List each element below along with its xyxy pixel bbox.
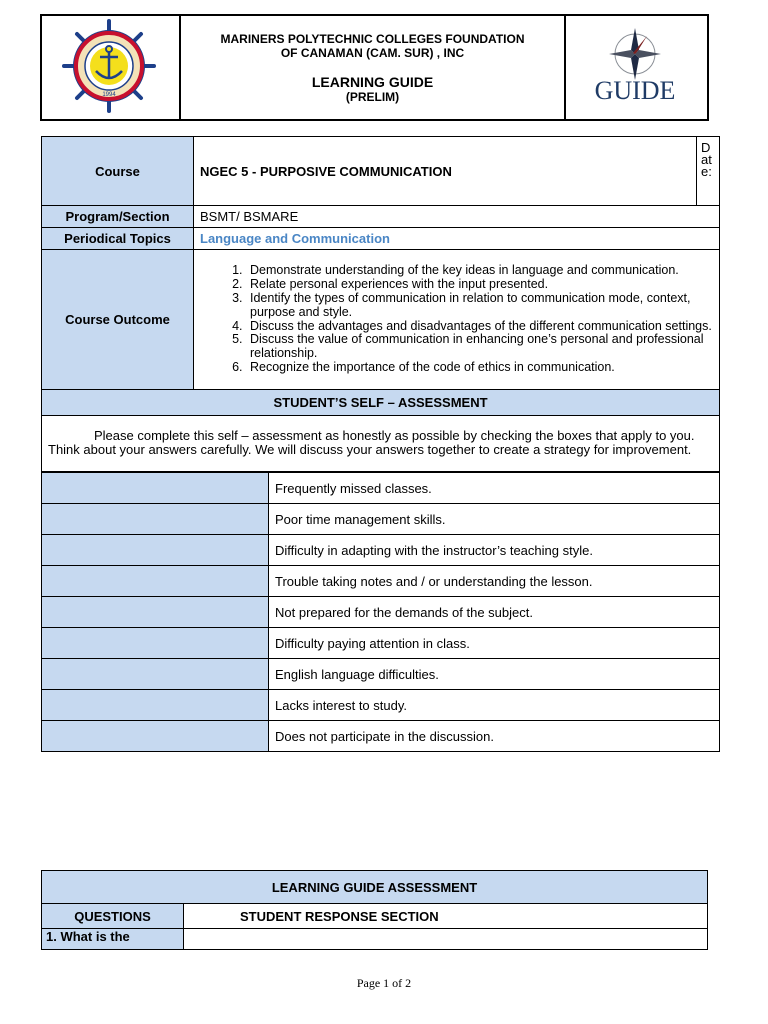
checklist-row — [42, 566, 720, 597]
school-seal-logo — [42, 16, 175, 114]
topics-label: Periodical Topics — [42, 228, 194, 250]
program-value: BSMT/ BSMARE — [194, 206, 720, 228]
page-number: Page 1 of 2 — [356, 976, 412, 990]
self-assessment-checklist — [41, 472, 720, 752]
checklist-item: Lacks interest to study. — [269, 690, 720, 721]
checklist-item: Difficulty in adapting with the instructor’s teaching style. — [269, 535, 720, 566]
checkbox-cell[interactable] — [42, 504, 269, 535]
response-cell[interactable] — [184, 929, 708, 950]
course-value: NGEC 5 - PURPOSIVE COMMUNICATION — [194, 137, 697, 206]
checkbox-cell[interactable] — [42, 535, 269, 566]
checklist-row — [42, 690, 720, 721]
outcome-item: 1. Demonstrate understanding of the key ideas in language and communication. — [246, 264, 719, 278]
checkbox-cell[interactable] — [42, 690, 269, 721]
self-assessment-heading: STUDENT’S SELF – ASSESSMENT — [42, 390, 720, 416]
guide-logo-text: GUIDE — [594, 76, 676, 105]
outcome-item: 4. Discuss the advantages and disadvantages of the different communication settings. — [246, 320, 719, 334]
checklist-item: Difficulty paying attention in class. — [269, 628, 720, 659]
checkbox-cell[interactable] — [42, 721, 269, 752]
checklist-item: Does not participate in the discussion. — [269, 721, 720, 752]
outcome-item: 2. Relate personal experiences with the input presented. — [246, 278, 719, 292]
checklist-row — [42, 721, 720, 752]
checklist-row — [42, 659, 720, 690]
outcome-item: 5. Discuss the value of communication in enhancing one’s personal and professional relationship. — [246, 333, 719, 361]
questions-header: QUESTIONS — [42, 904, 184, 929]
document-title: LEARNING GUIDE — [311, 73, 434, 90]
checkbox-cell[interactable] — [42, 597, 269, 628]
checklist-item: Trouble taking notes and / or understanding the lesson. — [269, 566, 720, 597]
checkbox-cell[interactable] — [42, 473, 269, 504]
header-table — [40, 14, 709, 121]
checklist-item: Not prepared for the demands of the subject. — [269, 597, 720, 628]
outcome-item: 6. Recognize the importance of the code of ethics in communication. — [246, 361, 719, 375]
course-info-table — [41, 136, 720, 472]
outcome-label: Course Outcome — [42, 250, 194, 390]
question-item: 1. What is the — [42, 929, 184, 950]
header-title-cell — [180, 15, 565, 120]
checklist-item: English language difficulties. — [269, 659, 720, 690]
learning-guide-assessment-table — [41, 870, 708, 950]
checkbox-cell[interactable] — [42, 566, 269, 597]
guide-logo-cell — [565, 15, 708, 120]
topics-value: Language and Communication — [194, 228, 720, 250]
checklist-item: Frequently missed classes. — [269, 473, 720, 504]
document-subtitle: (PRELIM) — [345, 89, 400, 104]
checklist-row — [42, 504, 720, 535]
course-label: Course — [42, 137, 194, 206]
date-label: D at e: — [697, 137, 720, 206]
checklist-row — [42, 628, 720, 659]
outcome-list — [194, 264, 719, 374]
outcome-list-cell — [194, 250, 720, 390]
assessment-heading: LEARNING GUIDE ASSESSMENT — [42, 871, 708, 904]
checkbox-cell[interactable] — [42, 659, 269, 690]
checklist-item: Poor time management skills. — [269, 504, 720, 535]
checkbox-cell[interactable] — [42, 628, 269, 659]
checklist-row — [42, 535, 720, 566]
self-assessment-instructions — [42, 416, 720, 472]
school-seal-cell — [41, 15, 180, 120]
instructions-text: Please complete this self – assessment as honestly as possible by checking the boxes that apply to you. Think about your answers carefully. We will discuss your answers together to create a strategy for improvement. — [48, 427, 695, 457]
checklist-row — [42, 597, 720, 628]
school-name-line2: OF CANAMAN (CAM. SUR) , INC — [280, 45, 465, 60]
response-header: STUDENT RESPONSE SECTION — [184, 904, 708, 929]
school-name-line1: MARINERS POLYTECHNIC COLLEGES FOUNDATION — [220, 31, 525, 46]
seal-year: 1994 — [102, 92, 116, 98]
outcome-item: 3. Identify the types of communication in relation to communication mode, context, purpose and style. — [246, 292, 719, 320]
guide-compass-logo — [566, 16, 705, 114]
checklist-row — [42, 473, 720, 504]
program-label: Program/Section — [42, 206, 194, 228]
